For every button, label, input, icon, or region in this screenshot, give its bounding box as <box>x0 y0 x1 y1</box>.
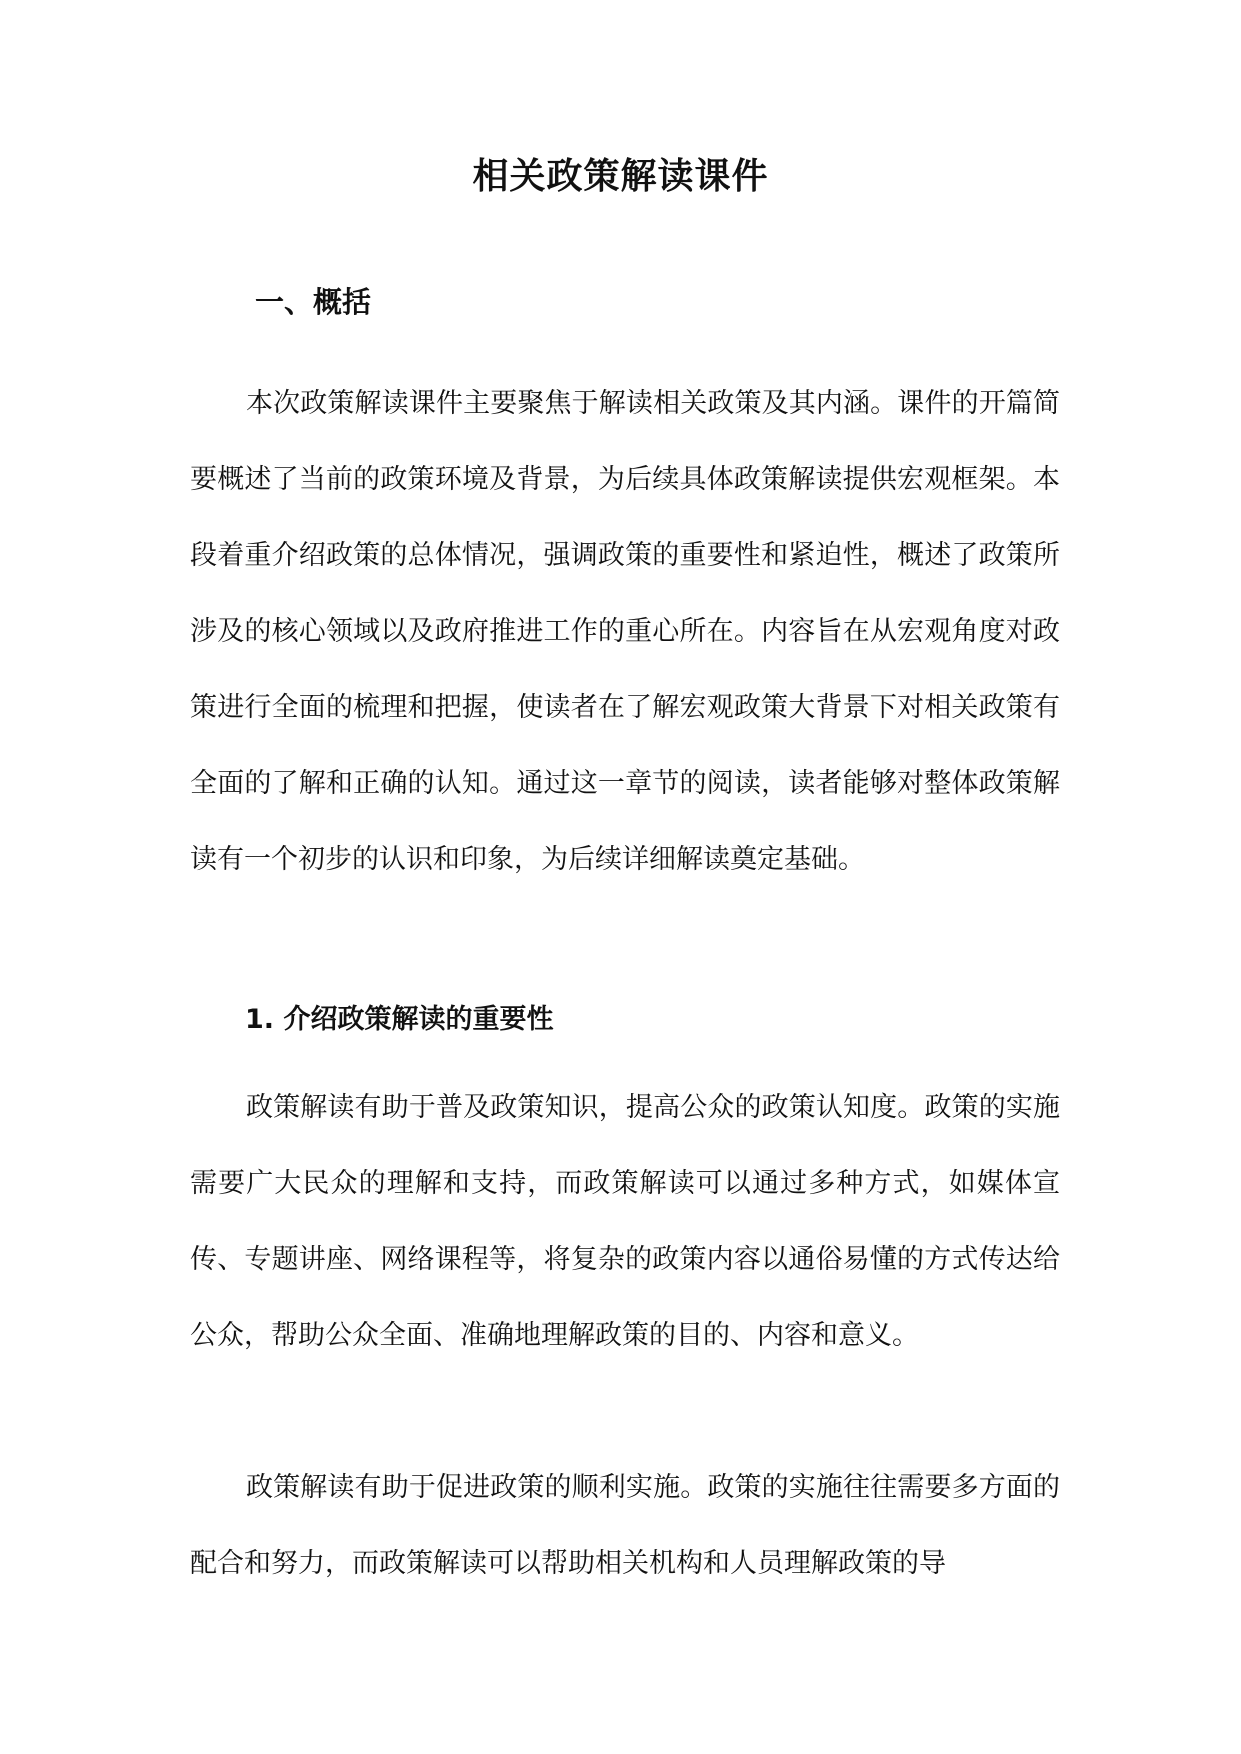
section-heading-overview: 一、概括 <box>255 285 372 319</box>
document-title: 相关政策解读课件 <box>472 156 769 197</box>
importance-paragraph-2: 政策解读有助于促进政策的顺利实施。政策的实施往往需要多方面的配合和努力，而政策解读可以帮助相关机构和人员理解政策的导 <box>190 1472 1060 1579</box>
overview-paragraph: 本次政策解读课件主要聚焦于解读相关政策及其内涵。课件的开篇简要概述了当前的政策环境及背景，为后续具体政策解读提供宏观框架。本段着重介绍政策的总体情况，强调政策的重要性和紧迫性，概述了政策所涉及的核心领域以及政府推进工作的重心所在。内容旨在从宏观角度对政策进行全面的梳理和把握，使读者在了解宏观政策大背景下对相关政策有全面的了解和正确的认知。通过这一章节的阅读，读者能够对整体政策解读有一个初步的认识和印象，为后续详细解读奠定基础。 <box>190 388 1060 875</box>
importance-paragraph-1: 政策解读有助于普及政策知识，提高公众的政策认知度。政策的实施需要广大民众的理解和支持，而政策解读可以通过多种方式，如媒体宣传、专题讲座、网络课程等，将复杂的政策内容以通俗易懂的方式传达给公众，帮助公众全面、准确地理解政策的目的、内容和意义。 <box>190 1092 1060 1351</box>
subsection-heading-importance: 1. 介绍政策解读的重要性 <box>245 1004 554 1035</box>
